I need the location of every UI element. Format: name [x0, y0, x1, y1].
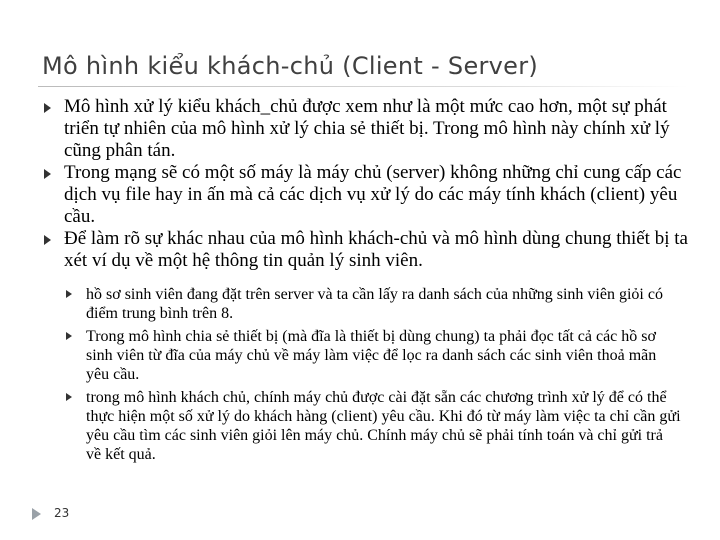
bullet-text: Mô hình xử lý kiểu khách_chủ được xem như là một mức cao hơn, một sự phát triển tự nhiên của mô hình xử lý chia sẻ thiết bị. Trong mô hình này chính xử lý cũng phân tán. — [64, 96, 670, 161]
bullet-list — [42, 96, 692, 272]
slide-title: Mô hình kiểu khách-chủ (Client - Server) — [42, 52, 539, 80]
triangle-bullet-icon — [44, 169, 51, 179]
triangle-bullet-icon — [44, 103, 51, 113]
bullet-item — [42, 162, 692, 228]
sub-bullet-list — [62, 285, 682, 468]
sub-bullet-text: trong mô hình khách chủ, chính máy chủ được cài đặt sẵn các chương trình xử lý để có thể thực hiện một số xử lý do khách hàng (client) yêu cầu. Khi đó từ máy làm việc ta chỉ cần gửi yêu cầu tìm các sinh viên giỏi lên máy chủ. Chính máy chủ sẽ phải tính toán và chỉ gửi trả về kết quả. — [86, 389, 681, 463]
sub-bullet-item — [62, 327, 682, 384]
triangle-bullet-icon — [66, 290, 72, 298]
triangle-bullet-icon — [66, 393, 72, 401]
triangle-bullet-icon — [66, 332, 72, 340]
bullet-item — [42, 96, 692, 162]
triangle-footer-icon — [32, 508, 41, 520]
title-divider — [38, 86, 688, 87]
sub-bullet-text: Trong mô hình chia sẻ thiết bị (mà đĩa là thiết bị dùng chung) ta phải đọc tất cả các hồ sơ sinh viên từ đĩa của máy chủ về máy làm việc để lọc ra danh sách các sinh viên thoả mãn yêu cầu. — [86, 328, 657, 383]
sub-bullet-text: hồ sơ sinh viên đang đặt trên server và ta cần lấy ra danh sách của những sinh viên giỏi có điểm trung bình trên 8. — [86, 286, 663, 322]
bullet-text: Để làm rõ sự khác nhau của mô hình khách-chủ và mô hình dùng chung thiết bị ta xét ví dụ về một hệ thông tin quản lý sinh viên. — [64, 228, 688, 271]
bullet-text: Trong mạng sẽ có một số máy là máy chủ (server) không những chỉ cung cấp các dịch vụ file hay in ấn mà cả các dịch vụ xử lý do các máy tính khách (client) yêu cầu. — [64, 162, 682, 227]
triangle-bullet-icon — [44, 235, 51, 245]
bullet-item — [42, 228, 692, 272]
sub-bullet-item — [62, 388, 682, 464]
page-number: 23 — [54, 506, 70, 520]
sub-bullet-item — [62, 285, 682, 323]
